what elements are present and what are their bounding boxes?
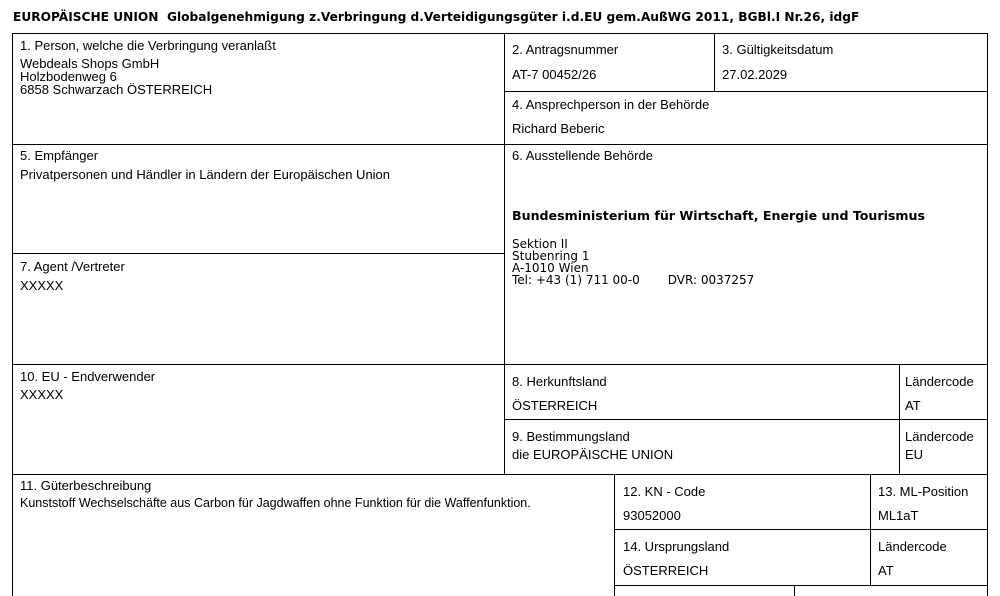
field6-tel: Tel: +43 (1) 711 00-0 [512,273,640,287]
field8-label: 8. Herkunftsland [512,374,607,389]
field1-city: 6858 Schwarzach ÖSTERREICH [20,82,213,97]
field4-label: 4. Ansprechperson in der Behörde [512,97,710,112]
line-under-9-10 [12,474,988,475]
line-under-1-4 [12,144,988,145]
field3-label: 3. Gültigkeitsdatum [722,42,834,57]
field9-value: die EUROPÄISCHE UNION [512,447,674,462]
field1-label: 1. Person, welche die Verbringung veranlaßt [20,38,276,53]
field4-value: Richard Beberic [512,121,605,136]
field11-label: 11. Güterbeschreibung [20,478,152,493]
field6-contact [512,274,754,286]
title-rest: Globalgenehmigung z.Verbringung d.Verteidigungsgüter i.d.EU gem.AußWG 2011, BGBl.I Nr.26, idgF [166,10,860,24]
outer-right-border [987,33,988,596]
field7-value: XXXXX [20,278,64,293]
field10-label: 10. EU - Endverwender [20,369,156,384]
divider-2-3 [714,33,715,91]
line-under-12-13 [614,529,988,530]
field12-label: 12. KN - Code [623,484,706,499]
title-bold: EUROPÄISCHE UNION [13,10,159,24]
field12-value: 93052000 [623,508,681,523]
field6-city: A-1010 Wien [512,261,589,275]
field10-value: XXXXX [20,387,64,402]
field6-dvr: DVR: 0037257 [667,273,755,287]
field5-value: Privatpersonen und Händler in Ländern der Europäischen Union [20,167,391,182]
field8-code-label: Ländercode [905,374,974,389]
field14-value: ÖSTERREICH [623,563,709,578]
field3-value: 27.02.2029 [722,67,788,82]
field1-address [20,57,212,96]
divider-11-12 [614,474,615,596]
field9-label: 9. Bestimmungsland [512,429,630,444]
line-under-5 [12,253,505,254]
document-title [13,10,859,24]
line-under-8 [504,419,988,420]
outer-top-border [12,33,988,34]
divider-country-code-8-9 [899,364,900,474]
field14-label: 14. Ursprungsland [623,539,730,554]
field8-code: AT [905,398,921,413]
field6-section: Sektion II [512,237,568,251]
divider-next-row [794,585,795,596]
field13-label: 13. ML-Position [878,484,969,499]
field1-street: Holzbodenweg 6 [20,69,117,84]
field6-street: Stubenring 1 [512,249,590,263]
field7-label: 7. Agent /Vertreter [20,259,125,274]
field9-code: EU [905,447,924,462]
field14-code: AT [878,563,894,578]
line-under-14 [614,585,988,586]
divider-12-13 [870,474,871,586]
field8-value: ÖSTERREICH [512,398,598,413]
field2-value: AT-7 00452/26 [512,67,597,82]
field5-label: 5. Empfänger [20,148,99,163]
field2-label: 2. Antragsnummer [512,42,619,57]
field6-address [512,238,754,286]
outer-left-border [12,33,13,596]
field6-authority-name: Bundesministerium für Wirtschaft, Energie und Tourismus [512,208,925,223]
field14-code-label: Ländercode [878,539,947,554]
field1-company: Webdeals Shops GmbH [20,56,160,71]
field11-value: Kunststoff Wechselschäfte aus Carbon für Jagdwaffen ohne Funktion für die Waffenfunktion. [20,496,531,510]
field6-label: 6. Ausstellende Behörde [512,148,653,163]
line-under-2-3 [504,91,988,92]
line-under-6-7 [12,364,988,365]
field13-value: ML1aT [878,508,919,523]
field9-code-label: Ländercode [905,429,974,444]
